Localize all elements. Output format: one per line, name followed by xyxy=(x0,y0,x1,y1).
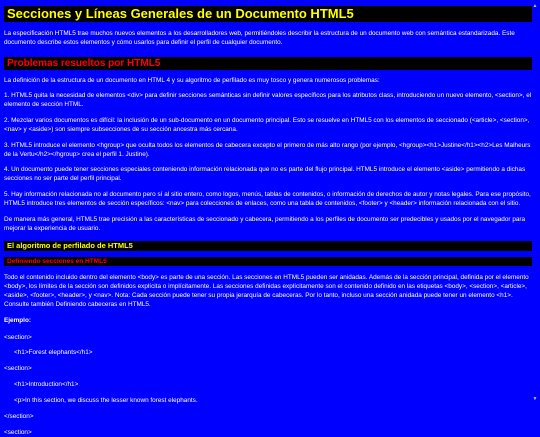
code-line: <h1>Introduction</h1> xyxy=(14,381,79,389)
page-title: Secciones y Líneas Generales de un Documento HTML5 xyxy=(4,6,532,22)
code-line: <p>In this section, we discuss the lesser known forest elephants. xyxy=(14,396,198,404)
paragraph: 3. HTML5 introduce el elemento <hgroup> que oculta todos los elementos de cabecera excepto el primero de más alto rango (por ejemplo, <hgroup><h1>Justine</h1><h2>Les Malheurs de la Vertu</h2></hgroup> crea el perfil 1. Justine). xyxy=(4,141,531,158)
paragraph: 5. Hay información relacionada no al documento pero sí al sitio entero, como logos, menús, tablas de contenidos, o información de derechos de autor y notas legales. Para ese propósito, HTML5 introduce tres elementos de sección específicos: <nav> para colecciones de enlaces, como una tabla de contenidos, <footer> y <header> información relacionada con el sitio. xyxy=(4,191,531,207)
example-label: Ejemplo: xyxy=(4,316,31,324)
code-line: <section> xyxy=(4,365,32,373)
code-example xyxy=(4,334,532,437)
subsection-heading-defining-sections: Definiendo secciones en HTML5 xyxy=(4,257,532,266)
code-line: <h1>Forest elephants</h1> xyxy=(14,349,93,357)
code-line: </section> xyxy=(4,412,34,420)
paragraph: 2. Mezclar varios documentos es difícil: la inclusión de un sub-documento en un documento principal. Esto se resuelve en HTML5 con los elementos de seccionado (<article>, <section>, <nav> y <aside>) son siempre subsecciones de su sección ancestra más cercana. xyxy=(4,117,530,133)
scroll-down-arrow-icon[interactable]: ▼ xyxy=(532,396,538,402)
paragraph: 4. Un documento puede tener secciones especiales conteniendo información relacionada que no es parte del flujo principal. HTML5 introduce el elemento <aside> permitiendo a dichas secciones no ser parte del perfil principal. xyxy=(4,166,526,183)
paragraph: La definición de la estructura de un documento en HTML 4 y su algoritmo de perfilado es muy tosco y genera numerosos problemas: xyxy=(4,76,380,84)
paragraph: Todo el contenido incluido dentro del elemento <body> es parte de una sección. Las secciones en HTML5 pueden ser anidadas. Además de la sección principal, definida por el elemento <body>, los límites de la sección son definidos explícita o implícitamente. Las secciones definidas explícitamente son el contenido definido en las etiquetas <body>, <section>, <article>, <aside>, <footer>, <header>, y <nav>. Nota: Cada sección puede tener su propia jerarquía de cabeceras. Por lo tanto, incluso una sección anidada puede tener un elemento <h1>. Consulte también Definiendo cabeceras en HTML5. xyxy=(4,274,529,308)
code-line: <section> xyxy=(4,333,32,341)
paragraph: De manera más general, HTML5 trae precisión a las características de seccionado y cabecera, permitiendo a los perfiles de documento ser predecibles y usados por el navegador para mejorar la experiencia de usuario. xyxy=(4,215,526,232)
section-heading-algorithm: El algoritmo de perfilado de HTML5 xyxy=(4,241,532,251)
intro-paragraph: La especificación HTML5 trae muchos nuevos elementos a los desarrolladores web, permitiéndoles describir la estructura de un documento web con semántica estandarizada. Este documento describe estos elementos y cómo usarlos para definir el perfil de cualquier documento. xyxy=(4,30,515,46)
scroll-up-arrow-icon[interactable]: ▲ xyxy=(532,3,538,9)
section-heading-problems: Problemas resueltos por HTML5 xyxy=(4,57,532,70)
vertical-scrollbar[interactable] xyxy=(532,3,538,402)
paragraph: 1. HTML5 quita la necesidad de elementos <div> para definir secciones semánticas sin definir valores específicos para los atributos class, introduciendo un nuevo elemento, <section>, el elemento de sección HTML. xyxy=(4,92,532,109)
code-line: <section> xyxy=(4,428,32,436)
